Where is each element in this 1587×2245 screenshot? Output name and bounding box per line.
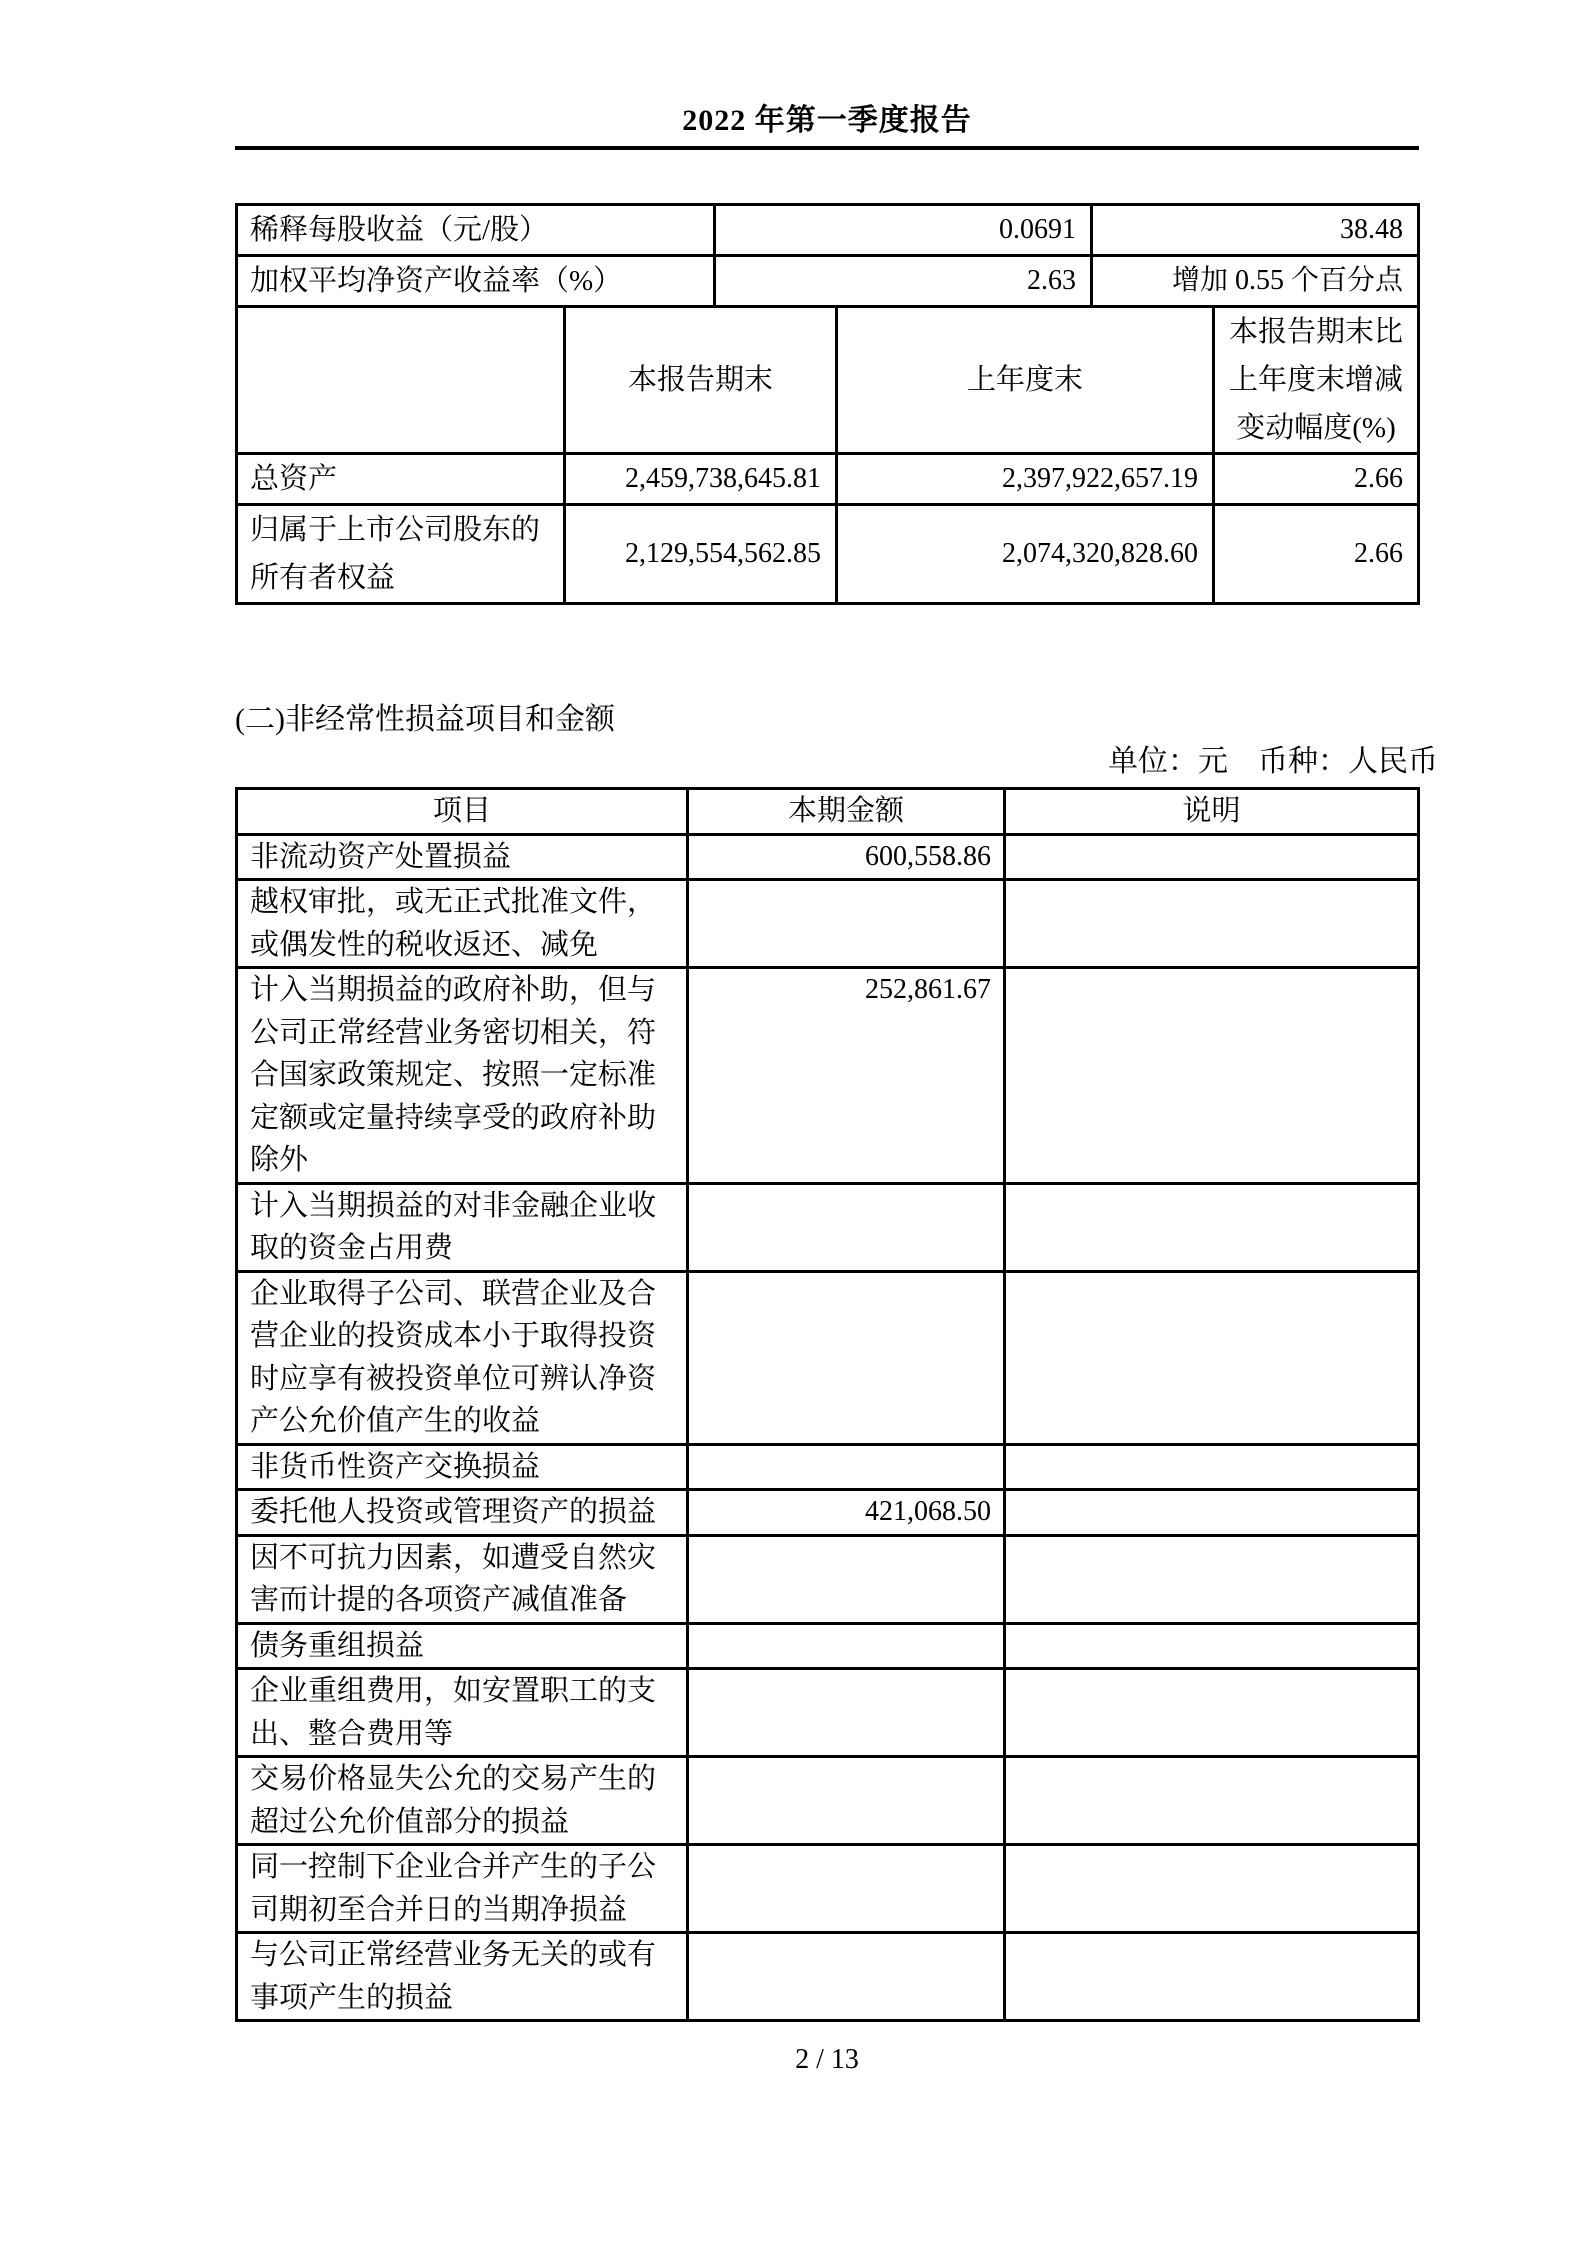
- table-header-row: [237, 307, 1419, 454]
- amount-value: [688, 1271, 1005, 1444]
- page-title: 2022 年第一季度报告: [682, 104, 972, 137]
- column-header-item: 项目: [237, 789, 688, 835]
- note-value: [1005, 1490, 1419, 1536]
- metric-label: 稀释每股收益（元/股）: [237, 205, 715, 256]
- item-label: 计入当期损益的政府补助，但与公司正常经营业务密切相关，符合国家政策规定、按照一定标准定额或定量持续享受的政府补助除外: [237, 968, 688, 1184]
- summary-table-top: [235, 203, 1420, 308]
- table-row: [237, 1271, 1419, 1444]
- note-value: [1005, 1623, 1419, 1669]
- page-number: 2 / 13: [795, 2044, 859, 2075]
- metric-label: 总资产: [237, 454, 565, 505]
- note-value: [1005, 1535, 1419, 1623]
- item-label: 企业取得子公司、联营企业及合营企业的投资成本小于取得投资时应享有被投资单位可辨认净资产公允价值产生的收益: [237, 1271, 688, 1444]
- section-heading: (二)非经常性损益项目和金额: [235, 703, 615, 736]
- column-header-prior: 上年度末: [837, 307, 1214, 454]
- table-row: [237, 454, 1419, 505]
- metric-change: 38.48: [1092, 205, 1419, 256]
- amount-value: [688, 1845, 1005, 1933]
- blank-header-cell: [237, 307, 565, 454]
- nonrecurring-items-table: [235, 787, 1417, 2022]
- metric-label: 加权平均净资产收益率（%）: [237, 256, 715, 307]
- table-row: [237, 505, 1419, 604]
- prior-value: 2,074,320,828.60: [837, 505, 1214, 604]
- note-value: [1005, 1757, 1419, 1845]
- prior-value: 2,397,922,657.19: [837, 454, 1214, 505]
- note-value: [1005, 1933, 1419, 2021]
- item-label: 计入当期损益的对非金融企业收取的资金占用费: [237, 1183, 688, 1271]
- table-row: [237, 1490, 1419, 1536]
- change-value: 2.66: [1214, 454, 1419, 505]
- header-divider: [235, 146, 1419, 150]
- item-label: 债务重组损益: [237, 1623, 688, 1669]
- table-row: [237, 1535, 1419, 1623]
- amount-value: 600,558.86: [688, 834, 1005, 880]
- table-row: [237, 1933, 1419, 2021]
- amount-value: [688, 1933, 1005, 2021]
- item-label: 委托他人投资或管理资产的损益: [237, 1490, 688, 1536]
- table-row: [237, 1845, 1419, 1933]
- item-label: 与公司正常经营业务无关的或有事项产生的损益: [237, 1933, 688, 2021]
- amount-value: [688, 1623, 1005, 1669]
- table-row: [237, 1183, 1419, 1271]
- note-value: [1005, 1669, 1419, 1757]
- note-value: [1005, 880, 1419, 968]
- item-label: 非流动资产处置损益: [237, 834, 688, 880]
- amount-value: [688, 1444, 1005, 1490]
- note-value: [1005, 1444, 1419, 1490]
- item-label: 越权审批，或无正式批准文件，或偶发性的税收返还、减免: [237, 880, 688, 968]
- current-value: 2,129,554,562.85: [565, 505, 837, 604]
- note-value: [1005, 834, 1419, 880]
- table-row: [237, 1623, 1419, 1669]
- amount-value: [688, 880, 1005, 968]
- item-label: 交易价格显失公允的交易产生的超过公允价值部分的损益: [237, 1757, 688, 1845]
- table-row: [237, 968, 1419, 1184]
- table-row: [237, 1757, 1419, 1845]
- column-header-change: 本报告期末比上年度末增减变动幅度(%): [1214, 307, 1419, 454]
- item-label: 企业重组费用，如安置职工的支出、整合费用等: [237, 1669, 688, 1757]
- table-row: [237, 205, 1419, 256]
- table-row: [237, 256, 1419, 307]
- summary-table: [235, 203, 1417, 605]
- unit-currency-note: 单位：元 币种：人民币: [1108, 745, 1438, 778]
- table-row: [237, 1444, 1419, 1490]
- metric-value: 0.0691: [715, 205, 1092, 256]
- table-row: [237, 834, 1419, 880]
- note-value: [1005, 1845, 1419, 1933]
- table-row: [237, 880, 1419, 968]
- metric-change: 增加 0.55 个百分点: [1092, 256, 1419, 307]
- item-label: 因不可抗力因素，如遭受自然灾害而计提的各项资产减值准备: [237, 1535, 688, 1623]
- item-label: 非货币性资产交换损益: [237, 1444, 688, 1490]
- note-value: [1005, 1271, 1419, 1444]
- note-value: [1005, 1183, 1419, 1271]
- table-row: [237, 1669, 1419, 1757]
- column-header-note: 说明: [1005, 789, 1419, 835]
- amount-value: [688, 1669, 1005, 1757]
- amount-value: [688, 1535, 1005, 1623]
- table-header-row: [237, 789, 1419, 835]
- column-header-current: 本报告期末: [565, 307, 837, 454]
- metric-value: 2.63: [715, 256, 1092, 307]
- amount-value: [688, 1183, 1005, 1271]
- amount-value: [688, 1757, 1005, 1845]
- metric-label: 归属于上市公司股东的所有者权益: [237, 505, 565, 604]
- column-header-amount: 本期金额: [688, 789, 1005, 835]
- amount-value: 252,861.67: [688, 968, 1005, 1184]
- current-value: 2,459,738,645.81: [565, 454, 837, 505]
- summary-table-bottom: [235, 305, 1420, 605]
- change-value: 2.66: [1214, 505, 1419, 604]
- item-label: 同一控制下企业合并产生的子公司期初至合并日的当期净损益: [237, 1845, 688, 1933]
- amount-value: 421,068.50: [688, 1490, 1005, 1536]
- note-value: [1005, 968, 1419, 1184]
